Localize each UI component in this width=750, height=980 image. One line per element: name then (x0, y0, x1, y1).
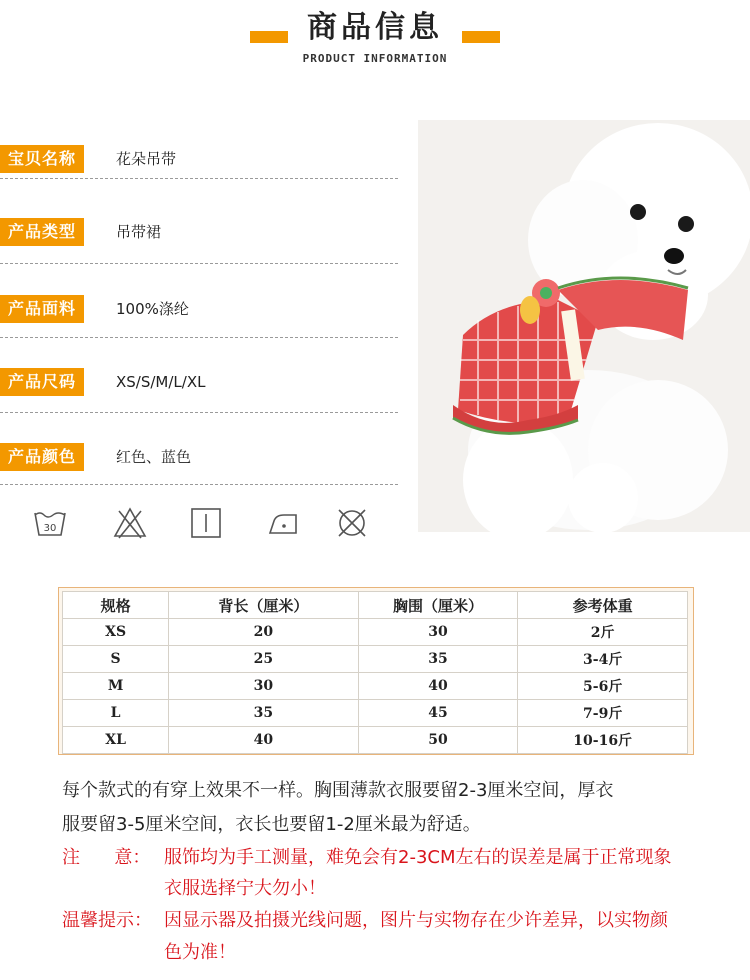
table-row (63, 727, 688, 754)
table-cell: 45 (358, 700, 518, 727)
divider (0, 263, 398, 264)
info-value: 红色、蓝色 (116, 448, 192, 466)
info-row-fabric (0, 290, 400, 330)
table-cell: 35 (358, 646, 518, 673)
page-subtitle: PRODUCT INFORMATION (302, 52, 448, 65)
info-value: 花朵吊带 (116, 150, 177, 168)
table-cell: 40 (169, 727, 358, 754)
table-row (63, 619, 688, 646)
table-header: 背长（厘米） (169, 592, 358, 619)
product-photo (418, 120, 750, 532)
table-header-row (63, 592, 688, 619)
hang-dry-icon (188, 505, 224, 541)
table-cell: 10-16斤 (518, 727, 688, 754)
divider (0, 337, 398, 338)
table-cell: S (63, 646, 169, 673)
table-cell: 2斤 (518, 619, 688, 646)
table-row (63, 646, 688, 673)
note-label: 注 意： (62, 847, 151, 868)
size-table-grid (62, 591, 688, 754)
table-header: 规格 (63, 592, 169, 619)
info-row-color (0, 438, 400, 478)
table-cell: 3-4斤 (518, 646, 688, 673)
table-cell: M (63, 673, 169, 700)
note-text-line-2: 衣服选择宁大勿小！ (164, 878, 326, 899)
table-cell: 7-9斤 (518, 700, 688, 727)
divider (0, 484, 398, 485)
table-header: 胸围（厘米） (358, 592, 518, 619)
table-header: 参考体重 (518, 592, 688, 619)
info-row-name (0, 140, 400, 180)
table-cell: XS (63, 619, 169, 646)
note-text-line-1: 服饰均为手工测量，难免会有2-3CM左右的误差是属于正常现象 (164, 847, 672, 868)
page-title: 商品信息 (307, 10, 443, 45)
info-label: 宝贝名称 (0, 145, 84, 173)
tip-text-line-1: 因显示器及拍摄光线问题，图片与实物存在少许差异，以实物颜 (164, 910, 668, 931)
info-label: 产品类型 (0, 218, 84, 246)
divider (0, 412, 398, 413)
info-value: 100%涤纶 (116, 300, 189, 318)
fit-note-line-1: 每个款式的有穿上效果不一样。胸围薄款衣服要留2-3厘米空间，厚衣 (62, 780, 614, 801)
table-cell: 35 (169, 700, 358, 727)
info-value: XS/S/M/L/XL (116, 373, 206, 391)
fit-note-line-2: 服要留3-5厘米空间，衣长也要留1-2厘米最为舒适。 (62, 814, 481, 835)
wash-30-icon (32, 505, 68, 541)
table-cell: 50 (358, 727, 518, 754)
info-label: 产品尺码 (0, 368, 84, 396)
table-row (63, 700, 688, 727)
no-bleach-icon (112, 505, 148, 541)
info-label: 产品面料 (0, 295, 84, 323)
wash-temp-label: 30 (43, 523, 57, 534)
table-cell: 20 (169, 619, 358, 646)
divider (0, 178, 398, 179)
table-cell: L (63, 700, 169, 727)
table-cell: 25 (169, 646, 358, 673)
tip-text-line-2: 色为准！ (164, 942, 236, 963)
no-dry-clean-icon (334, 505, 370, 541)
tip-label: 温馨提示： (62, 910, 152, 931)
info-row-size (0, 363, 400, 403)
iron-low-icon (266, 505, 302, 541)
info-value: 吊带裙 (116, 223, 162, 241)
table-cell: XL (63, 727, 169, 754)
table-cell: 30 (358, 619, 518, 646)
table-cell: 30 (169, 673, 358, 700)
table-cell: 40 (358, 673, 518, 700)
info-label: 产品颜色 (0, 443, 84, 471)
table-row (63, 673, 688, 700)
size-table (58, 587, 694, 755)
table-cell: 5-6斤 (518, 673, 688, 700)
info-row-type (0, 213, 400, 253)
